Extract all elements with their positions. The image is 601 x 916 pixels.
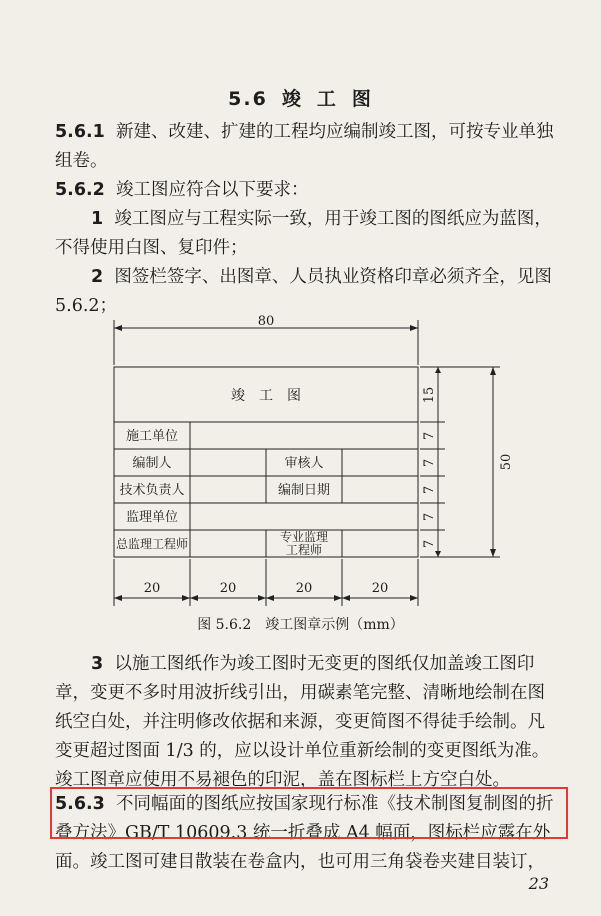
stamp-row-label: 专业监理 <box>279 530 329 544</box>
stamp-row-label: 编制日期 <box>277 483 331 498</box>
stamp-row-label: 监理单位 <box>125 510 179 525</box>
section-title-char2: 工 <box>316 88 338 110</box>
row-dimension-label: 15 <box>422 386 437 404</box>
item-number: 3 <box>91 654 104 674</box>
highlight-box <box>50 787 568 839</box>
clause-number: 5.6.3 <box>55 794 105 814</box>
row-dimension-label: 7 <box>422 485 437 495</box>
stamp-row-label: 总监理工程师 <box>115 537 189 551</box>
clause-text: 竣工图应符合以下要求： <box>115 180 309 200</box>
column-dimension-label: 20 <box>219 581 237 596</box>
stamp-row-label: 施工单位 <box>125 429 179 444</box>
row-dimension-label: 7 <box>422 539 437 549</box>
row-dimension-label: 7 <box>422 458 437 468</box>
row-dimension-label: 7 <box>422 431 437 441</box>
clause-text: 不同幅面的图纸应按国家现行标准《技术制图复制图的折叠方法》GB/T 10609.3 统一折叠成 A4 幅面，图标栏应露在外面。竣工图可建目散装在卷盒内，也可用三角袋卷夹建目装订， <box>55 794 554 872</box>
clause-number: 5.6.2 <box>55 180 105 200</box>
column-dimension-label: 20 <box>371 581 389 596</box>
clause-number: 5.6.1 <box>55 122 105 142</box>
page-number: 23 <box>528 874 549 893</box>
figure-caption: 图 5.6.2 竣工图章示例（mm） <box>197 617 404 633</box>
dimension-width-label: 80 <box>257 314 275 329</box>
item-number: 2 <box>91 267 104 287</box>
section-title-number: 5.6 <box>228 88 268 110</box>
section-title-char1: 竣 <box>281 88 303 110</box>
section-title-char3: 图 <box>351 88 373 110</box>
clause-item-3 <box>55 650 555 795</box>
stamp-row-label: 审核人 <box>284 456 324 471</box>
item-text: 竣工图应与工程实际一致，用于竣工图的图纸应为蓝图，不得使用白图、复印件； <box>55 209 552 258</box>
stamp-row-label: 工程师 <box>285 543 323 557</box>
row-dimension-label: 7 <box>422 512 437 522</box>
column-dimension-label: 20 <box>295 581 313 596</box>
stamp-header-label: 竣 工 图 <box>231 388 301 404</box>
column-dimension-label: 20 <box>143 581 161 596</box>
clause-text: 新建、改建、扩建的工程均应编制竣工图，可按专业单独组卷。 <box>55 122 554 171</box>
item-number: 1 <box>91 209 104 229</box>
item-text: 以施工图纸作为竣工图时无变更的图纸仅加盖竣工图印章，变更不多时用波折线引出，用碳素笔完整、清晰地绘制在图纸空白处，并注明修改依据和来源，变更简图不得徒手绘制。凡变更超过图面 1/3 的，应以设计单位重新绘制的变更图纸为准。竣工图章应使用不易褪色的印泥，盖在图标栏上方空白处。 <box>55 654 550 790</box>
stamp-row-label: 技术负责人 <box>119 483 185 498</box>
dimension-height-label: 50 <box>499 453 514 471</box>
item-text: 图签栏签字、出图章、人员执业资格印章必须齐全，见图 5.6.2； <box>55 267 552 316</box>
stamp-row-label: 编制人 <box>132 456 172 471</box>
